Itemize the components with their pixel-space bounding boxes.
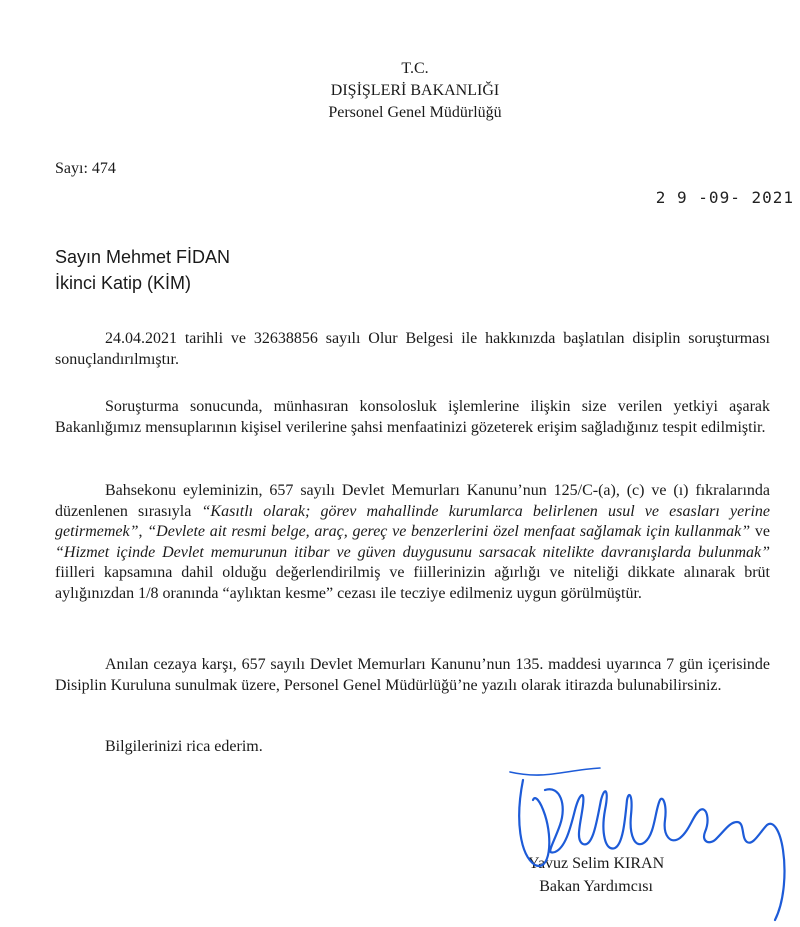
signer-name: Yavuz Selim KIRAN <box>528 855 665 872</box>
paragraph-2 <box>55 397 770 438</box>
recipient-block <box>55 244 230 296</box>
paragraph-3-text-3: ve <box>750 523 770 540</box>
handwritten-signature <box>505 760 795 925</box>
signer-title: Bakan Yardımcısı <box>539 878 653 895</box>
paragraph-1-text: 24.04.2021 tarihli ve 32638856 sayılı Olur Belgesi ile hakkınızda başlatılan disiplin soruşturması sonuçlandırılmıştır. <box>55 330 770 368</box>
header-ministry: DIŞİŞLERİ BAKANLIĞI <box>330 82 500 99</box>
reference-number: Sayı: 474 <box>55 160 116 177</box>
header-tc: T.C. <box>401 60 429 77</box>
paragraph-3 <box>55 481 770 604</box>
paragraph-3-quote-2: “Devlete ait resmi belge, araç, gereç ve benzerlerini özel menfaat sağlamak için kullanmak” <box>147 523 751 540</box>
paragraph-3-quote-1: “Kasıtlı olarak; görev mahallinde kurumlarca belirlenen usul ve esasları yerine getirmemek” <box>55 502 770 540</box>
paragraph-3-quote-3: “Hizmet içinde Devlet memurunun itibar ve güven duygusunu sarsacak nitelikte davranışlarda bulunmak” <box>55 543 770 561</box>
header-department: Personel Genel Müdürlüğü <box>328 104 502 121</box>
closing-line: Bilgilerinizi rica ederim. <box>105 738 263 755</box>
recipient-title: İkinci Katip (KİM) <box>55 273 192 293</box>
paragraph-1 <box>55 329 770 370</box>
paragraph-3-text-1: Bahsekonu eyleminizin, 657 sayılı Devlet Memurları Kanunu’nun 125/C-(a), (c) ve (ı) fıkralarında düzenlenen sırasıyla <box>55 482 770 520</box>
date-stamp: 2 9 -09- 2021 <box>655 188 794 207</box>
paragraph-2-text: Soruşturma sonucunda, münhasıran konsolosluk işlemlerine ilişkin size verilen yetkiyi aşarak Bakanlığımız mensuplarının kişisel verilerine şahsi menfaatinizi gözeterek erişim sağladığınız tespit edilmiştir. <box>55 398 770 436</box>
paragraph-3-text-2: , <box>138 523 148 540</box>
paragraph-4-text: Anılan cezaya karşı, 657 sayılı Devlet Memurları Kanunu’nun 135. maddesi uyarınca 7 gün içerisinde Disiplin Kuruluna sunulmak üzere, Personel Genel Müdürlüğü’ne yazılı olarak itirazda bulunabilirsiniz. <box>55 656 770 694</box>
paragraph-3-text-4: fiilleri kapsamına dahil olduğu değerlendirilmiş ve fiillerinizin ağırlığı ve niteliği dikkate alınarak brüt aylığınızdan 1/8 oranında “aylıktan kesme” cezası ile tecziye edilmeniz uygun görülmüştür. <box>55 564 770 602</box>
paragraph-4 <box>55 655 770 696</box>
recipient-name: Sayın Mehmet FİDAN <box>55 247 231 267</box>
